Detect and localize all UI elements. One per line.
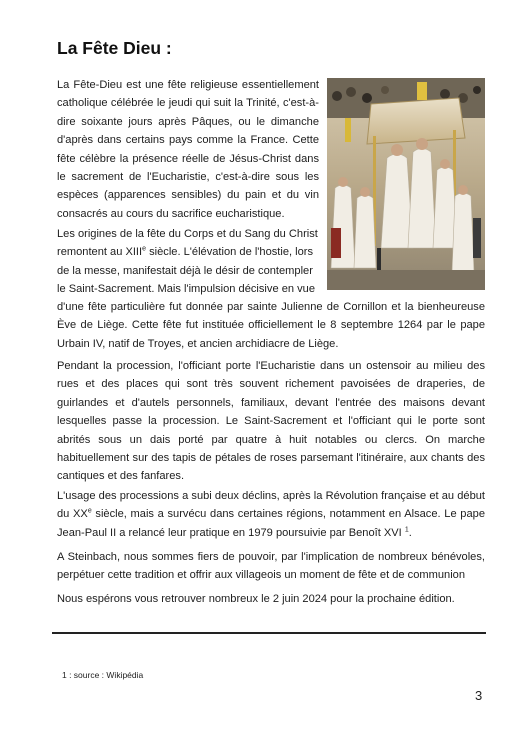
history-text-3: . [408,526,412,539]
century-superscript: e [87,507,92,515]
history-text-2: siècle, mais a survécu dans certaines régions, notamment en Alsace. Le pape Jean-Paul II a relancé leur pratique en 1979 poursuivie par Benoît XVI [57,508,485,539]
paragraph-origins [57,225,319,299]
paragraph-origins-continued: d'une fête particulière fut donnée par sainte Julienne de Cornillon et la bienheureuse Ève de Liège. Cette fête fut instituée officiellement le 8 septembre 1264 par le pape Urbain IV, natif de Troyes, et ancien archidiacre de Liège. [57,301,485,350]
paragraph-next-edition: Nous espérons vous retrouver nombreux le 2 juin 2024 pour la prochaine édition. [57,593,455,605]
paragraph-definition: La Fête-Dieu est une fête religieuse essentiellement catholique célébrée le jeudi qui suit la Trinité, c'est-à-dire soixante jours après Pâques, ou le dimanche d'après dans certains pays comme la France. Cette fête célèbre la présence réelle de Jésus-Christ dans le sacrement de l'Eucharistie, c'est-à-dire sous les espèces (apparences sensibles) du pain et du vin consacrés au cours du sacrifice eucharistique. [57,79,319,220]
procession-photo-illustration [327,78,485,290]
paragraph-steinbach: A Steinbach, nous sommes fiers de pouvoir, par l'implication de nombreux bénévoles, perpétuer cette tradition et offrir aux villageois un moment de fête et de communion [57,551,485,582]
paragraph-history [57,487,485,542]
footnote: 1 : source : Wikipédia [62,670,144,680]
century-superscript: e [142,245,147,253]
paragraph-procession: Pendant la procession, l'officiant porte l'Eucharistie dans un ostensoir au milieu des rues et des places qui sont très souvent richement pavoisées de draperies, de guirlandes et d'autels personnels, familiaux, devant l'entrée des maisons devant lesquelles passe la procession. Le Saint-Sacrement et l'officiant qui le porte sont abrités sous un dais porté par quatre à huit notables ou clercs. On marche habituellement sur des tapis de pétales de roses parsemant l'itinéraire, aux chants des cantiques et des fanfares. [57,360,485,483]
divider-line [52,632,486,634]
page-title: La Fête Dieu : [57,38,172,58]
procession-photo [327,78,485,290]
footnote-reference: 1 [404,526,409,534]
origins-text-2: siècle. L'élévation de l'hostie, lors de la messe, manifestait déjà le désir de contempler le Saint-Sacrement. Mais l'impulsion décisive en vue [57,246,316,296]
page-number: 3 [475,688,483,703]
history-text-1: L'usage des processions a subi deux déclins, après la Révolution française et au début du XX [57,490,485,521]
origins-text-1: Les origines de la fête du Corps et du Sang du Christ remontent au XIII [57,228,318,259]
